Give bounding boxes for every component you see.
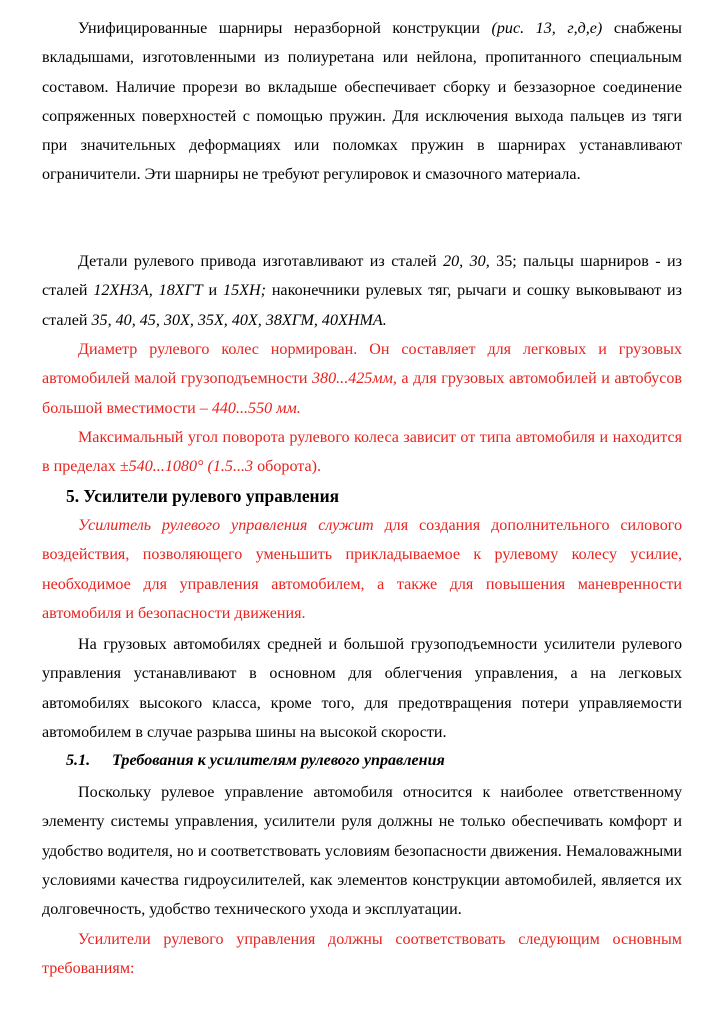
paragraph-wheel-diameter xyxy=(42,335,682,423)
paragraph-requirements-intro: Поскольку рулевое управление автомобиля относится к наиболее ответственному элементу системы управления, усилители руля должны не только обеспечивать комфорт и удобство водителя, но и соответствовать условиям безопасности движения. Немаловажными условиями качества гидроусилителей, как элементов конструкции автомобилей, является их долговечность, удобство технического ухода и эксплуатации. xyxy=(42,784,682,919)
subsection-number: 5.1. xyxy=(66,752,91,769)
text-run: Унифицированные шарниры неразборной конструкции xyxy=(78,20,492,37)
text-run: наконечники рулевых тяг, рычаги и сошку выковывают из сталей xyxy=(42,282,683,329)
steel-grade: 15ХН; xyxy=(223,282,266,300)
paragraph-rotation-angle xyxy=(42,423,682,482)
paragraph-booster-usage: На грузовых автомобилях средней и большой грузоподъемности усилители рулевого управления устанавливают в основном для облегчения управления, а на легковых автомобилях высокого класса, кроме того, для предотвращения потери управляемости автомобилем в случае разрыва шины на высокой скорости. xyxy=(42,636,682,741)
diameter-value: 440...550 мм. xyxy=(211,399,301,417)
steel-grade: 12ХН3А, 18ХГТ xyxy=(93,282,203,300)
text-run: 35; пальцы шарниров - из сталей xyxy=(42,253,682,300)
text-run: а для грузовых автомобилей и автобусов большой вместимости – xyxy=(42,370,682,417)
paragraph-steel-grades xyxy=(42,247,682,335)
section-heading: 5. Усилители рулевого управления xyxy=(66,486,340,506)
text-run: Детали рулевого привода изготавливают из сталей xyxy=(78,253,444,270)
text-run: оборота). xyxy=(253,458,322,476)
subsection-heading xyxy=(66,748,445,774)
steel-grade: 20, 30, xyxy=(443,253,490,270)
paragraph-booster-purpose xyxy=(42,511,682,628)
text-run: и xyxy=(202,282,224,300)
text-run: снабжены вкладышами, изготовленными из полиуретана или нейлона, пропитанного специальным составом. Наличие прорези во вкладыше обеспечивает сборку и беззазорное соединение сопряженных поверхностей с помощью пружин. Для исключения выхода пальцев из тяги при значительных деформациях или поломках пружин в шарнирах устанавливают ограничители. Эти шарниры не требуют регулировок и смазочного материала. xyxy=(42,20,682,184)
text-run: Диаметр рулевого колес нормирован. Он составляет для легковых и грузовых автомобилей малой грузоподъемности xyxy=(42,341,682,388)
diameter-value: 380...425мм, xyxy=(312,370,397,388)
text-run: для создания дополнительного силового воздействия, позволяющего уменьшить прикладываемое к рулевому колесу усилие, необходимое для управления автомобилем, а также для повышения маневренности автомобиля и безопасности движения. xyxy=(42,517,682,622)
subsection-title: Требования к усилителям рулевого управления xyxy=(112,752,445,769)
steel-grade: 35, 40, 45, 30Х, 35Х, 40Х, 38ХГМ, 40ХНМА. xyxy=(91,311,387,329)
angle-value: ±540...1080° (1.5...3 xyxy=(119,458,254,476)
figure-reference: (рис. 13, г,д,е) xyxy=(491,20,603,37)
text-run: Максимальный угол поворота рулевого колеса зависит от типа автомобиля и находится в пределах xyxy=(42,429,682,476)
term-definition: Усилитель рулевого управления служит xyxy=(78,517,374,534)
paragraph-requirements-list-lead: Усилители рулевого управления должны соответствовать следующим основным требованиям: xyxy=(42,931,682,978)
paragraph-hinges xyxy=(42,14,682,190)
